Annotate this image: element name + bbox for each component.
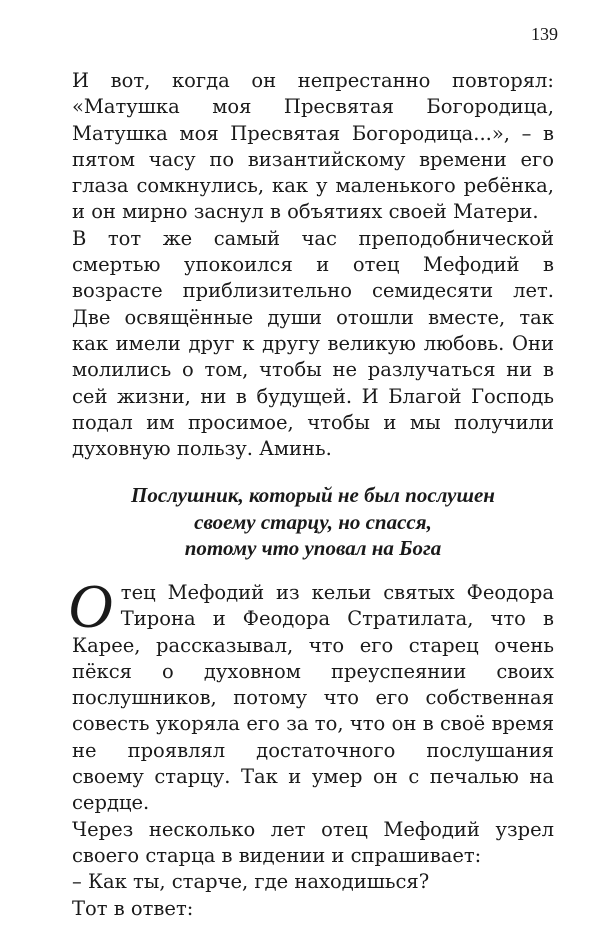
last-line: Тот в ответ:	[72, 896, 194, 920]
heading-line-2: своему старцу, но спасся,	[194, 509, 432, 534]
paragraph-2: В тот же самый час преподобнической смертью упокоился и отец Мефодий в возрасте приблизительно семидесяти лет. Две освящённые души отошли вместе, так как имели друг к другу великую любовь. Они молились о том, чтобы не разлучаться ни в сей жизни, ни в будущей. И Благой Господь подал им просимое, чтобы и мы получили духовную пользу. Аминь.	[72, 226, 554, 461]
dialog-line: – Как ты, старче, где находишься?	[72, 870, 430, 894]
section-heading	[72, 482, 554, 562]
page-number: 139	[531, 24, 558, 44]
heading-line-3: потому что уповал на Бога	[184, 536, 442, 560]
paragraph-1: И вот, когда он непрестанно повторял: «Матушка моя Пресвятая Богородица, Матушка моя Пресвятая Богородица...», – в пятом часу по византийскому времени его глаза сомкнулись, как у маленького ребёнка, и он мирно заснул в объятиях своей Матери.	[72, 69, 554, 224]
section-two-text	[68, 573, 554, 922]
section-one-text	[72, 68, 554, 462]
paragraph-4: Через несколько лет отец Мефодий узрел своего старца в видении и спрашивает:	[72, 817, 554, 867]
heading-line-1: Послушник, который не был послушен	[131, 483, 495, 507]
paragraph-3-text: тец Мефодий из кельи святых Феодора Тирона и Феодора Стратилата, что в Карее, рассказывал, что его старец очень пёкся о духовном преуспеянии своих послушников, потому что его собственная совесть укоряла его за то, что он в своё время не проявлял достаточного послушания своему старцу. Так и умер он с печалью на сердце.	[72, 581, 554, 815]
paragraph-3	[68, 573, 554, 817]
drop-cap: О	[68, 573, 113, 641]
